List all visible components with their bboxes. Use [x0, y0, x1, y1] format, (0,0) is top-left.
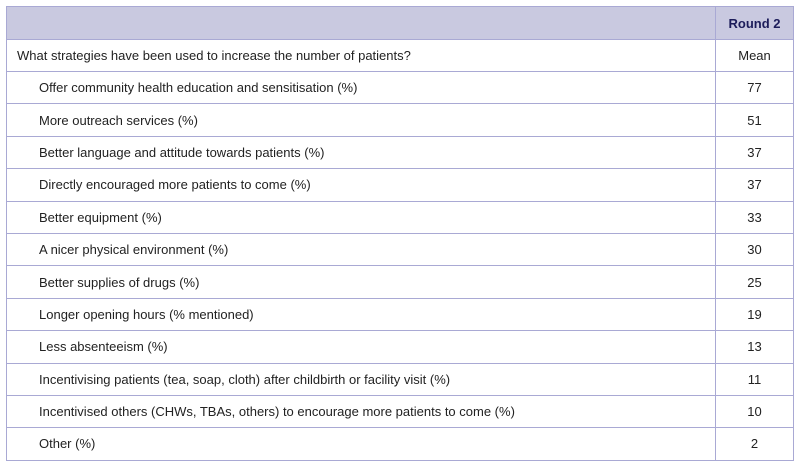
- row-label: A nicer physical environment (%): [7, 233, 716, 265]
- question-row: [7, 40, 794, 72]
- header-blank-cell: [7, 7, 716, 40]
- table-row: [7, 169, 794, 201]
- row-label: Offer community health education and sensitisation (%): [7, 72, 716, 104]
- table-row: [7, 72, 794, 104]
- row-label: Other (%): [7, 428, 716, 460]
- stat-label: Mean: [716, 40, 794, 72]
- row-label: Directly encouraged more patients to come (%): [7, 169, 716, 201]
- row-label: Less absenteeism (%): [7, 331, 716, 363]
- row-value: 33: [716, 201, 794, 233]
- question-text: What strategies have been used to increase the number of patients?: [7, 40, 716, 72]
- row-value: 10: [716, 395, 794, 427]
- row-value: 11: [716, 363, 794, 395]
- row-label: Better equipment (%): [7, 201, 716, 233]
- table-row: [7, 331, 794, 363]
- row-value: 30: [716, 233, 794, 265]
- row-label: More outreach services (%): [7, 104, 716, 136]
- table-row: [7, 104, 794, 136]
- row-label: Incentivised others (CHWs, TBAs, others) to encourage more patients to come (%): [7, 395, 716, 427]
- table-row: [7, 428, 794, 460]
- row-value: 2: [716, 428, 794, 460]
- row-label: Better language and attitude towards patients (%): [7, 136, 716, 168]
- table-row: [7, 136, 794, 168]
- header-round-2: Round 2: [716, 7, 794, 40]
- row-value: 19: [716, 298, 794, 330]
- row-value: 25: [716, 266, 794, 298]
- row-value: 51: [716, 104, 794, 136]
- strategies-table: [6, 6, 794, 461]
- table-row: [7, 233, 794, 265]
- row-value: 37: [716, 136, 794, 168]
- strategies-table-container: [6, 6, 793, 461]
- row-label: Incentivising patients (tea, soap, cloth) after childbirth or facility visit (%): [7, 363, 716, 395]
- table-row: [7, 363, 794, 395]
- row-value: 37: [716, 169, 794, 201]
- row-value: 13: [716, 331, 794, 363]
- table-row: [7, 266, 794, 298]
- table-row: [7, 298, 794, 330]
- table-row: [7, 201, 794, 233]
- row-label: Better supplies of drugs (%): [7, 266, 716, 298]
- table-header-row: [7, 7, 794, 40]
- row-label: Longer opening hours (% mentioned): [7, 298, 716, 330]
- row-value: 77: [716, 72, 794, 104]
- table-row: [7, 395, 794, 427]
